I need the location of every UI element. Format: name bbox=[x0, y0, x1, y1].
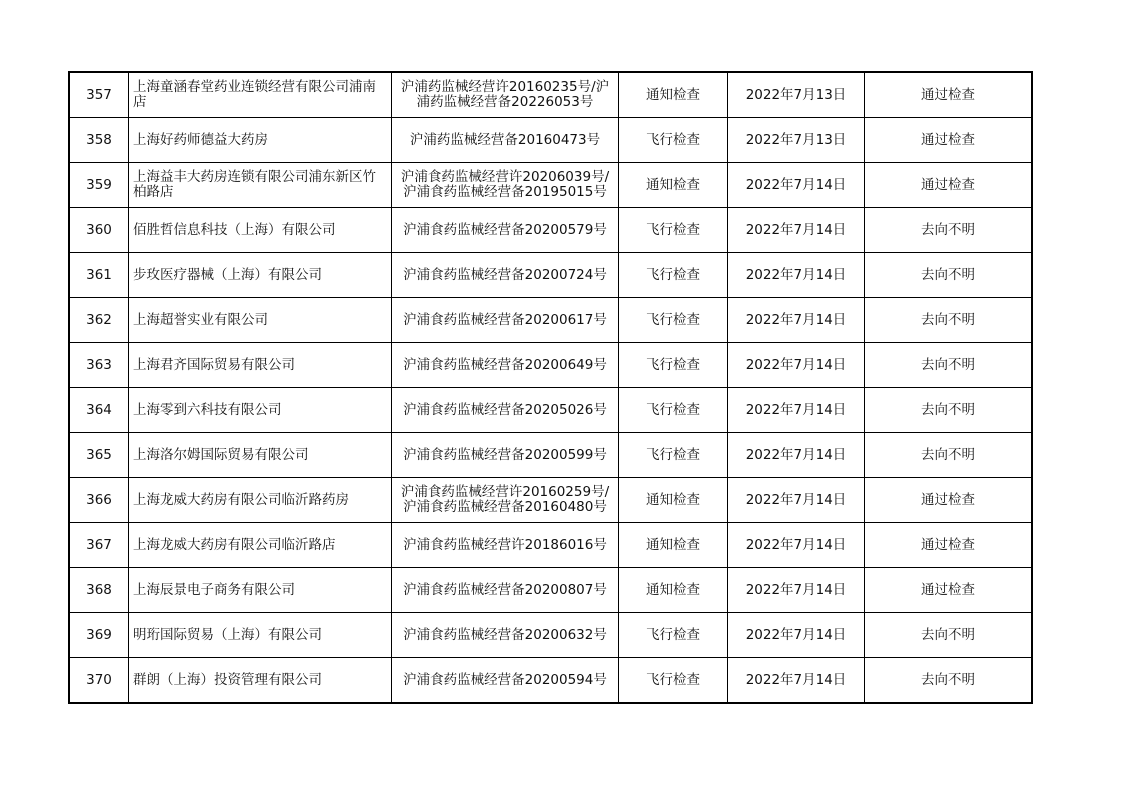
inspection-result: 通过检查 bbox=[865, 523, 1033, 568]
row-number: 369 bbox=[69, 613, 129, 658]
table-row bbox=[69, 72, 1032, 118]
inspection-type: 飞行检查 bbox=[619, 613, 728, 658]
license-number: 沪浦食药监械经营备20200594号 bbox=[392, 658, 619, 704]
table-row bbox=[69, 388, 1032, 433]
row-number: 358 bbox=[69, 118, 129, 163]
inspection-result: 去向不明 bbox=[865, 388, 1033, 433]
inspection-result: 去向不明 bbox=[865, 343, 1033, 388]
company-name: 上海辰景电子商务有限公司 bbox=[129, 568, 392, 613]
inspection-result: 去向不明 bbox=[865, 298, 1033, 343]
inspection-result: 去向不明 bbox=[865, 253, 1033, 298]
license-number: 沪浦食药监械经营备20200724号 bbox=[392, 253, 619, 298]
license-number: 沪浦食药监械经营备20200599号 bbox=[392, 433, 619, 478]
row-number: 368 bbox=[69, 568, 129, 613]
row-number: 365 bbox=[69, 433, 129, 478]
inspection-type: 通知检查 bbox=[619, 163, 728, 208]
company-name: 明珩国际贸易（上海）有限公司 bbox=[129, 613, 392, 658]
inspection-date: 2022年7月14日 bbox=[728, 208, 865, 253]
license-number: 沪浦食药监械经营许20186016号 bbox=[392, 523, 619, 568]
company-name: 上海零到六科技有限公司 bbox=[129, 388, 392, 433]
license-number: 沪浦食药监械经营许20160259号/沪浦食药监械经营备20160480号 bbox=[392, 478, 619, 523]
table-row bbox=[69, 613, 1032, 658]
table-row bbox=[69, 433, 1032, 478]
inspection-type: 通知检查 bbox=[619, 568, 728, 613]
company-name: 佰胜哲信息科技（上海）有限公司 bbox=[129, 208, 392, 253]
inspection-date: 2022年7月13日 bbox=[728, 72, 865, 118]
inspection-date: 2022年7月14日 bbox=[728, 388, 865, 433]
inspection-result: 通过检查 bbox=[865, 478, 1033, 523]
inspection-type: 飞行检查 bbox=[619, 658, 728, 704]
row-number: 357 bbox=[69, 72, 129, 118]
inspection-result: 去向不明 bbox=[865, 433, 1033, 478]
inspection-type: 飞行检查 bbox=[619, 118, 728, 163]
inspection-type: 飞行检查 bbox=[619, 388, 728, 433]
company-name: 上海君齐国际贸易有限公司 bbox=[129, 343, 392, 388]
row-number: 360 bbox=[69, 208, 129, 253]
license-number: 沪浦食药监械经营备20200632号 bbox=[392, 613, 619, 658]
inspection-type: 飞行检查 bbox=[619, 298, 728, 343]
company-name: 上海超誉实业有限公司 bbox=[129, 298, 392, 343]
license-number: 沪浦药监械经营许20160235号/沪浦药监械经营备20226053号 bbox=[392, 72, 619, 118]
table-row bbox=[69, 523, 1032, 568]
inspection-result: 去向不明 bbox=[865, 658, 1033, 704]
table-body bbox=[69, 72, 1032, 703]
company-name: 步玫医疗器械（上海）有限公司 bbox=[129, 253, 392, 298]
inspection-date: 2022年7月14日 bbox=[728, 253, 865, 298]
inspection-result: 通过检查 bbox=[865, 118, 1033, 163]
table-row bbox=[69, 253, 1032, 298]
inspection-date: 2022年7月14日 bbox=[728, 433, 865, 478]
inspection-date: 2022年7月14日 bbox=[728, 343, 865, 388]
inspection-date: 2022年7月14日 bbox=[728, 658, 865, 704]
license-number: 沪浦药监械经营备20160473号 bbox=[392, 118, 619, 163]
table-row bbox=[69, 478, 1032, 523]
inspection-date: 2022年7月14日 bbox=[728, 298, 865, 343]
table-row bbox=[69, 118, 1032, 163]
inspection-type: 飞行检查 bbox=[619, 343, 728, 388]
license-number: 沪浦食药监械经营备20200649号 bbox=[392, 343, 619, 388]
inspection-date: 2022年7月14日 bbox=[728, 523, 865, 568]
company-name: 上海好药师德益大药房 bbox=[129, 118, 392, 163]
license-number: 沪浦食药监械经营备20200579号 bbox=[392, 208, 619, 253]
table-row bbox=[69, 658, 1032, 704]
inspection-type: 通知检查 bbox=[619, 523, 728, 568]
company-name: 上海洛尔姆国际贸易有限公司 bbox=[129, 433, 392, 478]
row-number: 361 bbox=[69, 253, 129, 298]
inspection-result: 通过检查 bbox=[865, 163, 1033, 208]
inspection-result: 去向不明 bbox=[865, 208, 1033, 253]
table-row bbox=[69, 298, 1032, 343]
row-number: 362 bbox=[69, 298, 129, 343]
row-number: 370 bbox=[69, 658, 129, 704]
inspection-result: 通过检查 bbox=[865, 72, 1033, 118]
company-name: 群朗（上海）投资管理有限公司 bbox=[129, 658, 392, 704]
table-row bbox=[69, 568, 1032, 613]
table-row bbox=[69, 163, 1032, 208]
license-number: 沪浦食药监械经营备20200807号 bbox=[392, 568, 619, 613]
inspection-date: 2022年7月14日 bbox=[728, 613, 865, 658]
company-name: 上海龙威大药房有限公司临沂路药房 bbox=[129, 478, 392, 523]
company-name: 上海龙威大药房有限公司临沂路店 bbox=[129, 523, 392, 568]
inspection-date: 2022年7月13日 bbox=[728, 118, 865, 163]
inspection-result: 去向不明 bbox=[865, 613, 1033, 658]
row-number: 359 bbox=[69, 163, 129, 208]
inspection-date: 2022年7月14日 bbox=[728, 163, 865, 208]
inspection-date: 2022年7月14日 bbox=[728, 478, 865, 523]
company-name: 上海童涵春堂药业连锁经营有限公司浦南店 bbox=[129, 72, 392, 118]
license-number: 沪浦食药监械经营许20206039号/沪浦食药监械经营备20195015号 bbox=[392, 163, 619, 208]
inspection-date: 2022年7月14日 bbox=[728, 568, 865, 613]
table-row bbox=[69, 343, 1032, 388]
inspection-type: 飞行检查 bbox=[619, 433, 728, 478]
row-number: 363 bbox=[69, 343, 129, 388]
inspection-type: 通知检查 bbox=[619, 72, 728, 118]
inspection-table bbox=[68, 71, 1033, 704]
inspection-type: 通知检查 bbox=[619, 478, 728, 523]
inspection-type: 飞行检查 bbox=[619, 253, 728, 298]
inspection-type: 飞行检查 bbox=[619, 208, 728, 253]
company-name: 上海益丰大药房连锁有限公司浦东新区竹柏路店 bbox=[129, 163, 392, 208]
row-number: 367 bbox=[69, 523, 129, 568]
inspection-result: 通过检查 bbox=[865, 568, 1033, 613]
table-row bbox=[69, 208, 1032, 253]
license-number: 沪浦食药监械经营备20205026号 bbox=[392, 388, 619, 433]
row-number: 366 bbox=[69, 478, 129, 523]
license-number: 沪浦食药监械经营备20200617号 bbox=[392, 298, 619, 343]
row-number: 364 bbox=[69, 388, 129, 433]
